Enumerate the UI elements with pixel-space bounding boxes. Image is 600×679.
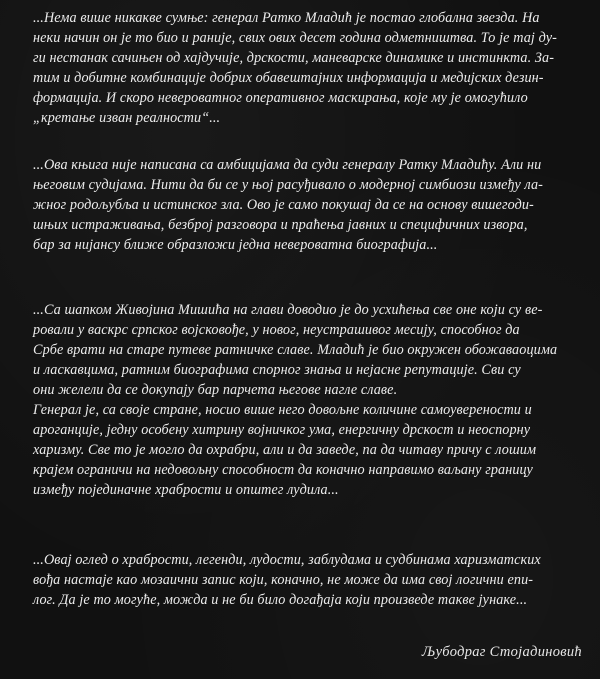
text-line: ароганције, једну особену хитрину војничког ума, енергичну дрскост и неоспорну <box>33 422 531 438</box>
text-line: ...Овај оглед о храбрости, легенди, лудости, заблудама и судбинама харизматских <box>33 552 541 568</box>
text-line: крајем ограничи на недовољну способност да коначно направимо ваљану границу <box>33 462 533 478</box>
text-line: тим и добитне комбинације добрих обавештајних информација и медијских дезин- <box>33 70 544 86</box>
text-line: харизму. Све то је могло да охрабри, али и да заведе, па да читаву причу с лошим <box>33 442 537 458</box>
text-line: између појединачне храбрости и општег лудила... <box>33 482 339 498</box>
paragraph-2 <box>33 155 579 255</box>
text-line: жног родољубља и истинског зла. Ово је само покушај да се на основу вишегоди- <box>33 197 534 213</box>
text-line: ...Ова књига није написана са амбицијама да суди генералу Ратку Младићу. Али ни <box>33 157 542 173</box>
text-line: његовим судијама. Нити да би се у њој расуђивало о модерној симбиози између ла- <box>33 177 543 193</box>
text-line: „кретање изван реалности“... <box>33 110 221 126</box>
paragraph-3 <box>33 300 579 500</box>
text-line: Србе врати на старе путеве ратничке славе. Младић је био окружен обожаваоцима <box>33 342 558 358</box>
text-line: ги нестанак сачињен од хајдучије, дрскости, маневарске динамике и инстинкта. За- <box>33 50 555 66</box>
author-signature: Љубодраг Стојадиновић <box>421 644 582 660</box>
text-line: ...Са шапком Живојина Мишића на глави доводио је до усхићења све оне који су ве- <box>33 302 543 318</box>
text-line: шњих истраживања, безброј разговора и праћења јавних и специфичних извора, <box>33 217 528 233</box>
text-line: бар за нијансу ближе образложи једна невероватна биографија... <box>33 237 438 253</box>
text-line: неки начин он је то био и раније, свих ових десет година одметништва. То је тај ду- <box>33 30 557 46</box>
text-line: лог. Да је то могуће, можда и не би било догађаја који произведе такве јунаке... <box>33 592 528 608</box>
text-line: ...Нема више никакве сумње: генерал Ратко Младић је постао глобална звезда. На <box>33 10 540 26</box>
text-line: они желели да се докупају бар парчета његове нагле славе. <box>33 382 398 398</box>
text-line: и ласкавцима, ратним биографима спорног знања и нејасне репутације. Сви су <box>33 362 521 378</box>
paragraph-4 <box>33 550 579 610</box>
text-line: вођа настаје као мозаични запис који, коначно, не може да има свој логични епи- <box>33 572 534 588</box>
text-line: Генерал је, са своје стране, носио више него довољне количине самоуверености и <box>33 402 532 418</box>
text-line: ровали у васкрс српског војсковође, у новог, неустрашивог месију, способног да <box>33 322 520 338</box>
text-line: формација. И скоро невероватног оперативног маскирања, које му је омогућило <box>33 90 528 106</box>
paragraph-1 <box>33 8 579 128</box>
